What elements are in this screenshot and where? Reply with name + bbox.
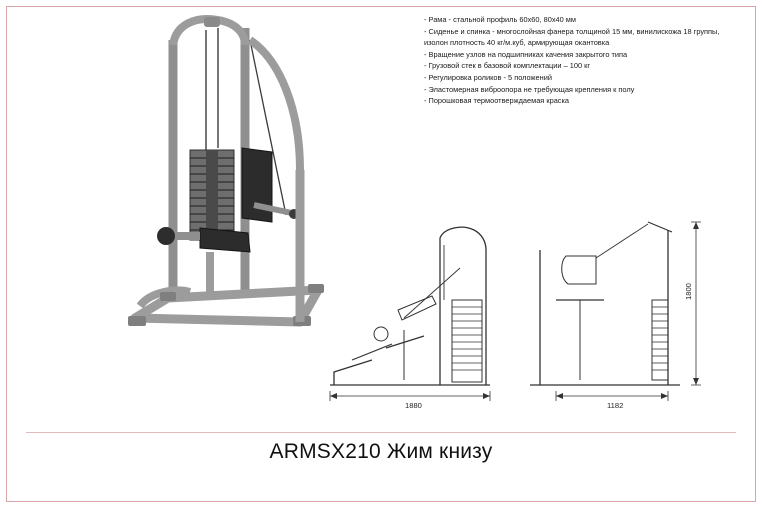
- side-view: [330, 227, 490, 401]
- side-handle: [352, 344, 392, 360]
- spec-item-7: - Порошковая термоотверждаемая краска: [424, 96, 570, 106]
- side-back-pad: [398, 296, 436, 320]
- dimension-label-side-width: 1880: [405, 401, 422, 410]
- side-roller: [374, 327, 388, 341]
- front-weight-stack: [652, 300, 668, 380]
- front-top-beam: [648, 222, 672, 232]
- spec-item-3: - Вращение узлов на подшипниках качения закрытого типа: [424, 49, 628, 59]
- front-view: [530, 222, 701, 401]
- front-cable: [596, 224, 648, 258]
- perspective-view: [128, 17, 324, 326]
- side-top-arch: [440, 227, 486, 250]
- front-back-pad: [562, 256, 596, 284]
- spec-item-2: - Сиденье и спинка - многослойная фанера толщиной 15 мм, винилискожа 18 группы, изолон плотность 40 кг/м.куб, армирующая окантовка: [424, 26, 720, 48]
- spec-item-4: - Грузовой стек в базовой комплектации – 100 кг: [424, 61, 591, 71]
- dimension-label-front-width: 1182: [607, 401, 624, 410]
- seat-roller: [157, 227, 175, 245]
- foot-front-left: [128, 316, 146, 326]
- spec-item-1: - Рама - стальной профиль 60х60, 80х40 мм: [424, 15, 576, 24]
- foot-rear-right: [308, 284, 324, 293]
- side-seat-pad: [386, 336, 424, 348]
- title-divider: [26, 432, 736, 433]
- spec-item-5: - Регулировка роликов - 5 положений: [424, 72, 552, 82]
- foot-rear-left: [160, 292, 176, 301]
- guide-rod-area: [206, 150, 218, 240]
- weight-stack: [190, 150, 234, 240]
- spec-item-6: - Эластомерная виброопора не требующая крепления к полу: [424, 84, 635, 94]
- page-title: ARMSX210 Жим книзу: [269, 440, 493, 463]
- dimension-label-height: 1800: [684, 283, 693, 300]
- top-pulley: [204, 17, 220, 27]
